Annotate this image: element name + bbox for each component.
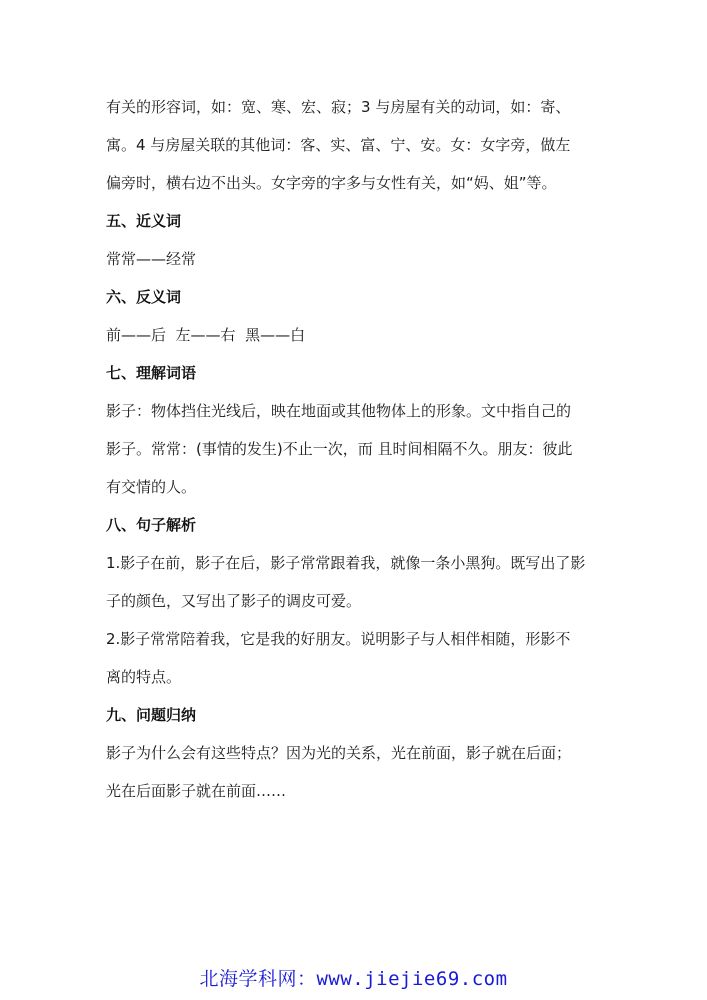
text-line: 1.影子在前，影子在后，影子常常跟着我，就像一条小黑狗。既写出了影 bbox=[106, 554, 586, 572]
text-line: 光在后面影子就在前面…… bbox=[106, 782, 287, 800]
section-heading-question-summary: 九、问题归纳 bbox=[106, 706, 197, 724]
text-line: 有交情的人。 bbox=[106, 478, 197, 496]
text-line: 寓。4 与房屋关联的其他词：客、实、富、宁、安。女：女字旁，做左 bbox=[106, 136, 571, 154]
word-meanings-paragraph bbox=[106, 392, 606, 506]
text-line: 2.影子常常陪着我，它是我的好朋友。说明影子与人相伴相随，形影不 bbox=[106, 630, 571, 648]
text-line: 前——后 左——右 黑——白 bbox=[106, 326, 306, 344]
text-line: 影子：物体挡住光线后，映在地面或其他物体上的形象。文中指自己的 bbox=[106, 402, 572, 420]
question-summary-paragraph bbox=[106, 734, 606, 810]
text-line: 常常——经常 bbox=[106, 250, 197, 268]
text-line: 偏旁时，横右边不出头。女字旁的字多与女性有关，如“妈、姐”等。 bbox=[106, 174, 557, 192]
antonyms-paragraph bbox=[106, 316, 606, 354]
section-heading-synonyms: 五、近义词 bbox=[106, 212, 182, 230]
footer-watermark bbox=[0, 964, 707, 991]
text-line: 影子为什么会有这些特点？因为光的关系，光在前面，影子就在后面； bbox=[106, 744, 572, 762]
intro-paragraph bbox=[106, 88, 606, 202]
section-heading-sentence-analysis: 八、句子解析 bbox=[106, 516, 197, 534]
sentence-analysis-paragraph-1 bbox=[106, 544, 606, 620]
text-line: 离的特点。 bbox=[106, 668, 182, 686]
sentence-analysis-paragraph-2 bbox=[106, 620, 606, 696]
section-heading-word-meanings: 七、理解词语 bbox=[106, 364, 197, 382]
text-line: 子的颜色，又写出了影子的调皮可爱。 bbox=[106, 592, 362, 610]
synonyms-paragraph bbox=[106, 240, 606, 278]
text-line: 有关的形容词，如：宽、寒、宏、寂；3 与房屋有关的动词，如：寄、 bbox=[106, 98, 571, 116]
footer-url-link[interactable]: www.jiejie69.com bbox=[316, 968, 508, 990]
footer-label: 北海学科网： bbox=[199, 968, 317, 990]
text-line: 影子。常常：(事情的发生)不止一次，而 且时间相隔不久。朋友：彼此 bbox=[106, 440, 573, 458]
document-body bbox=[106, 88, 606, 810]
section-heading-antonyms: 六、反义词 bbox=[106, 288, 182, 306]
